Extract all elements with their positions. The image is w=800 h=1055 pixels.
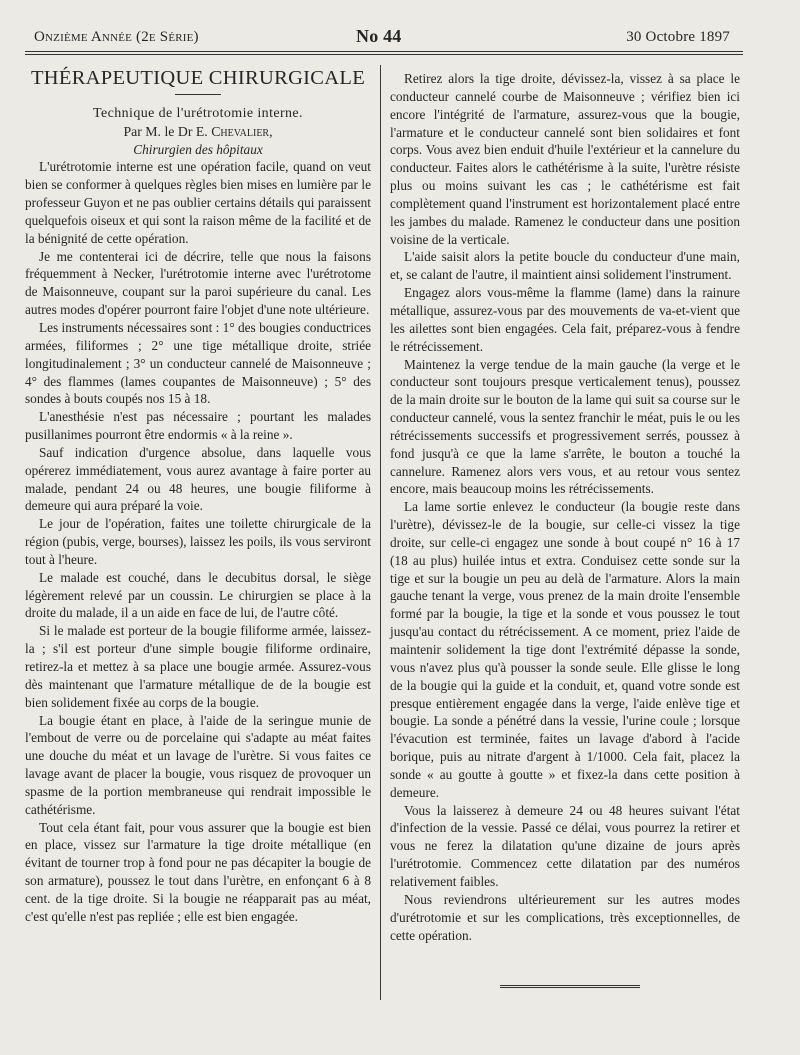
- paragraph: Nous reviendrons ultérieurement sur les autres modes d'urétrotomie et sur les complications, très exceptionnelles, de cette opération.: [390, 891, 740, 943]
- paragraph: Si le malade est porteur de la bougie filiforme armée, laissez-la ; s'il est porteur d'une simple bougie filiforme ordinaire, retirez-la et mettez à sa place une bougie armée. Assurez-vous dès maintenant que l'armature métallique de de la bougie est bien solidement fixée au corps de la bougie.: [25, 623, 371, 710]
- end-rule: [500, 985, 640, 988]
- author-name: E. Chevalier,: [195, 123, 273, 139]
- paragraph: La lame sortie enlevez le conducteur (la bougie reste dans l'urètre), dévissez-le de la bougie, sur celle-ci vissez la tige droite, sur celle-ci engagez une sonde à bout coupé n° 16 à 17 (18 au plus) huilée intus et extra. Conduisez cette sonde sur la tige et sur la bougie un peu au delà de l'armature. Alors la main gauche tenant la verge, vous prenez de la main droite l'ensemble formé par la bougie, la tige et la sonde et vous poussez le tout jusqu'au contact du rétrécissement. A ce moment, priez l'aide de maintenir solidement la tige dont l'extrémité dépasse la sonde, vous n'avez plus qu'à pousser la sonde seule. Elle glisse le long de la bougie qui la guide et la conduit, et, quand votre sonde est presque entièrement engagée dans la verge, l'aide enlève tige et bougie. La sonde a pénétré dans la vessie, l'urine coule ; lorsque l'évacution est terminée, faites un lavage d'abord à l'acide borique, puis au nitrate d'argent à 1/1000. Cela fait, placez la sonde « au goutte à goutte » et fixez-la dans cette position à demeure.: [390, 499, 740, 800]
- paragraph: Je me contenterai ici de décrire, telle que nous la faisons fréquemment à Necker, l'urétrotomie interne avec l'urétrotome de Maisonneuve, coupant sur la paroi supérieure du canal. Les autres modes d'opérer pourront faire l'objet d'une note ultérieure.: [25, 248, 371, 318]
- paragraph: Le malade est couché, dans le decubitus dorsal, le siège légèrement relevé par un coussin. Le chirurgien se place à la droite du malade, il a un aide en face de lui, de l'autre côté.: [25, 569, 371, 621]
- paragraph: Maintenez la verge tendue de la main gauche (la verge et le conducteur sont toujours presque verticalement tenus), poussez de la main droite sur le bouton de la lame qui suit sa course sur le conducteur cannelé, vous la sentez franchir le méat, puis le ou les rétrécissements successifs et progressivement serrés, poussez à fond jusqu'à ce que la lame s'arrête, le bouton a touché la cannelure. Ramenez alors vers vous, et au retour vous sentez encore, mais beaucoup moins les rétrécissements.: [390, 356, 740, 497]
- article-author: [25, 123, 371, 141]
- issue-number: No 44: [356, 26, 402, 46]
- paragraph: La bougie étant en place, à l'aide de la seringue munie de l'embout de verre ou de porcelaine qui s'adapte au méat faites une douche du méat et un lavage de l'urètre. Si vous faites ce lavage avant de placer la bougie, vous risquez de provoquer un spasme de la portion membraneuse qui rendrait impossible le cathétérisme.: [25, 712, 371, 817]
- header-rule: [25, 51, 743, 55]
- paragraph: Sauf indication d'urgence absolue, dans laquelle vous opérerez immédiatement, vous aurez avantage à faire porter au malade, pendant 24 ou 48 heures, une bougie filiforme à demeure qui aura préparé la voie.: [25, 444, 371, 514]
- article-subtitle: Technique de l'urétrotomie interne.: [93, 105, 303, 121]
- right-body: [390, 70, 740, 944]
- left-column: [25, 67, 371, 926]
- column-divider: [380, 65, 381, 1000]
- paragraph: Le jour de l'opération, faites une toilette chirurgicale de la région (pubis, verge, bourses), laissez les poils, ils vous serviront tout à l'heure.: [25, 516, 371, 567]
- paragraph: Engagez alors vous-même la flamme (lame) dans la rainure métallique, assurez-vous par des mouvements de va-et-vient que les ailettes sont bien engagées. Cela fait, préparez-vous à fendre le rétrécissement.: [390, 285, 740, 354]
- paragraph: Les instruments nécessaires sont : 1° des bougies conductrices armées, filiformes ; 2° une tige métallique droite, striée longitudinalement ; 3° un conducteur cannelé de Maisonneuve ; 4° des flammes (lames coupantes de Maisonneuve) ; 5° des sondes à bouts coupés nos 15 à 18.: [25, 319, 371, 407]
- paragraph: Vous la laisserez à demeure 24 ou 48 heures suivant l'état d'infection de la vessie. Passé ce délai, vous pourrez la retirer et vous ne ferez la dilatation qu'une dizaine de jours après l'urétrotomie. Commencez cette dilatation par des numéros relativement faibles.: [390, 802, 740, 889]
- paragraph: Retirez alors la tige droite, dévissez-la, vissez à sa place le conducteur cannelé courbe de Maisonneuve ; vérifiez bien ici encore l'intégrité de l'armature, assurez-vous que la bougie, l'armature et le conducteur cannelé sont bien solidaires et font corps. Vous avez bien enduit d'huile l'extérieur et la cannelure du conducteur. Faites alors le cathétérisme à la suite, l'urètre résiste plus ou moins suivant les cas ; le cathétérisme est fait complètement quand l'instrument est horizontalement placé entre les jambes du malade. Ramenez le conducteur dans une position voisine de la verticale.: [390, 71, 740, 247]
- paragraph: Tout cela étant fait, pour vous assurer que la bougie est bien en place, vissez sur l'armature la tige droite métallique (en évitant de tourner trop à fond pour ne pas décapiter la bougie de son armature), poussez le tout dans l'urètre, en enfonçant 6 à 8 cent. de la tige droite. Si la bougie ne réapparait pas au méat, c'est qu'elle n'est pas repliée ; elle est bien engagée.: [25, 819, 371, 924]
- title-rule: [175, 94, 221, 95]
- issue-date: 30 Octobre 1897: [626, 29, 730, 45]
- paragraph: L'anesthésie n'est pas nécessaire ; pourtant les malades pusillanimes pourront être endormis « à la reine ».: [25, 409, 371, 443]
- issue-year: Onzième Année (2e Série): [34, 29, 199, 45]
- author-prefix: Par M. le Dr: [123, 123, 193, 139]
- author-role: Chirurgien des hôpitaux: [133, 141, 263, 157]
- left-body: [25, 158, 371, 925]
- paragraph: L'urétrotomie interne est une opération facile, quand on veut bien se conformer à quelques règles bien mises en lumière par le professeur Guyon et ne pas oublier certains détails qui paraissent quelquefois oiseux et qui sont la raison même de la facilité et de la bénignité de cette opération.: [25, 159, 371, 246]
- paragraph: L'aide saisit alors la petite boucle du conducteur d'une main, et, se calant de l'autre, il maintient ainsi solidement l'instrument.: [390, 249, 740, 283]
- article-title: THÉRAPEUTIQUE CHIRURGICALE: [30, 67, 366, 89]
- right-column: [390, 70, 740, 944]
- page-header: [34, 26, 730, 49]
